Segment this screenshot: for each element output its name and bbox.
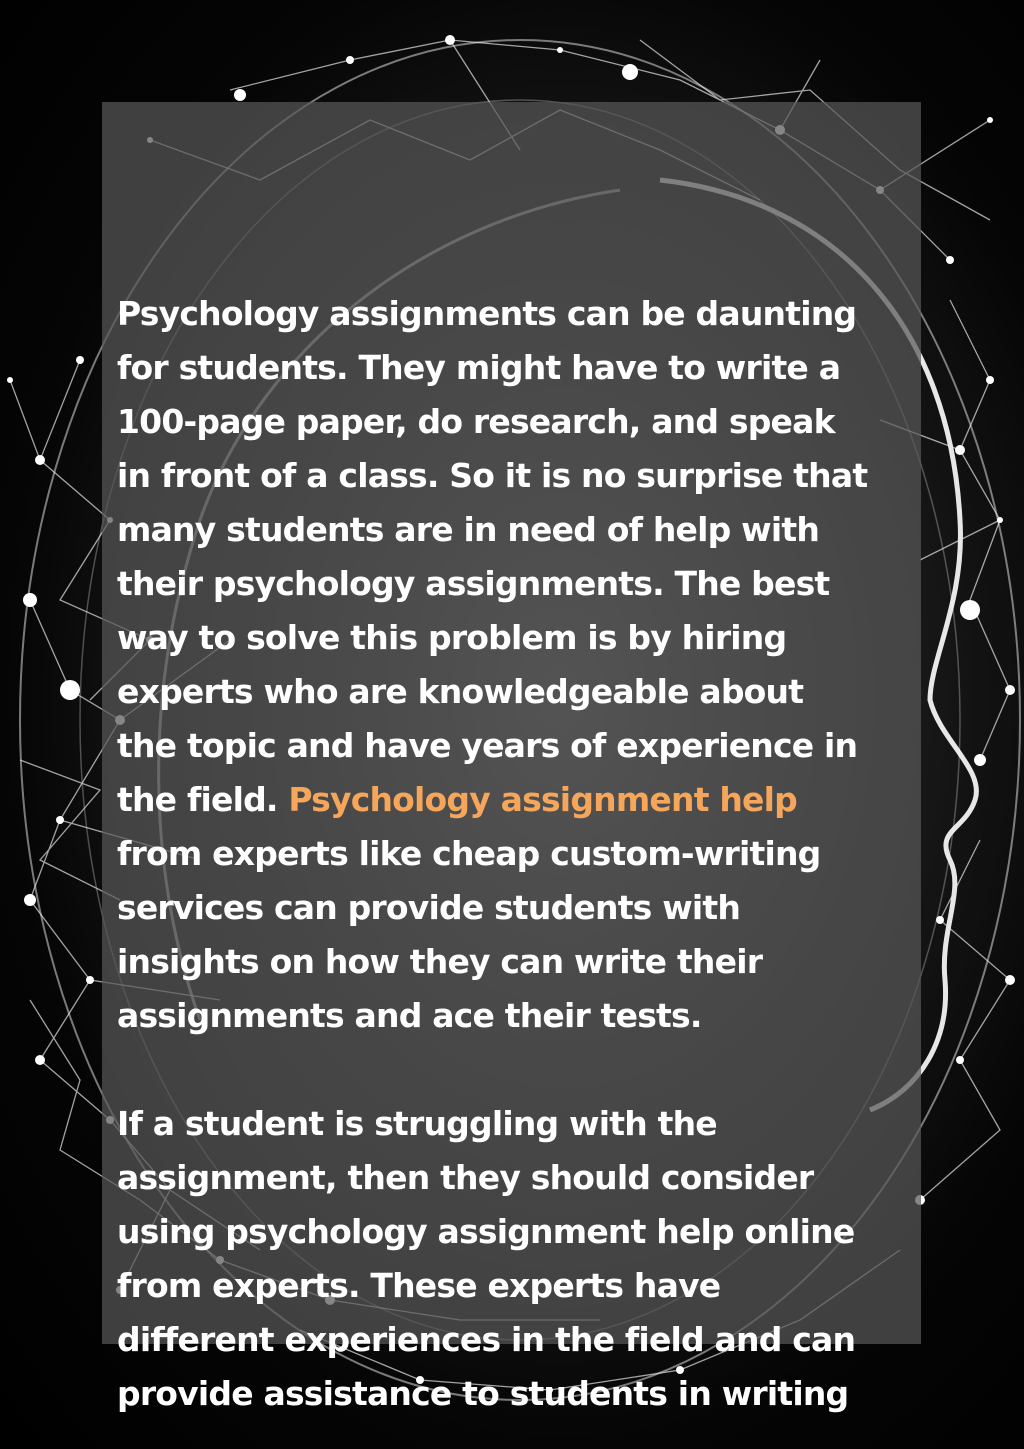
psychology-assignment-help-link[interactable]: Psychology assignment help xyxy=(288,780,797,819)
text-line: different experiences in the field and can xyxy=(117,1320,856,1359)
text-line: using psychology assignment help online xyxy=(117,1212,855,1251)
text-panel xyxy=(102,102,921,1413)
text-line: assignments and ace their tests. xyxy=(117,996,702,1035)
text-line: many students are in need of help with xyxy=(117,510,820,549)
text-line: the topic and have years of experience in xyxy=(117,726,858,765)
text-line: 100-page paper, do research, and speak xyxy=(117,402,835,441)
text-line: from experts. These experts have xyxy=(117,1266,721,1305)
text-line: insights on how they can write their xyxy=(117,942,763,981)
text-fragment: the field. xyxy=(117,780,289,819)
text-line: from experts like cheap custom-writing xyxy=(117,834,821,873)
text-line-with-link xyxy=(117,773,917,827)
text-line: experts who are knowledgeable about xyxy=(117,672,804,711)
paragraph-2 xyxy=(117,1097,917,1421)
text-line: services can provide students with xyxy=(117,888,741,927)
paragraph-1 xyxy=(117,287,917,1043)
text-line: their psychology assignments. The best xyxy=(117,564,830,603)
text-line: for students. They might have to write a xyxy=(117,348,841,387)
text-line: provide assistance to students in writing xyxy=(117,1374,849,1413)
text-line: way to solve this problem is by hiring xyxy=(117,618,787,657)
text-line: Psychology assignments can be daunting xyxy=(117,294,857,333)
text-line: If a student is struggling with the xyxy=(117,1104,717,1143)
text-line: in front of a class. So it is no surprise that xyxy=(117,456,868,495)
text-line: assignment, then they should consider xyxy=(117,1158,814,1197)
